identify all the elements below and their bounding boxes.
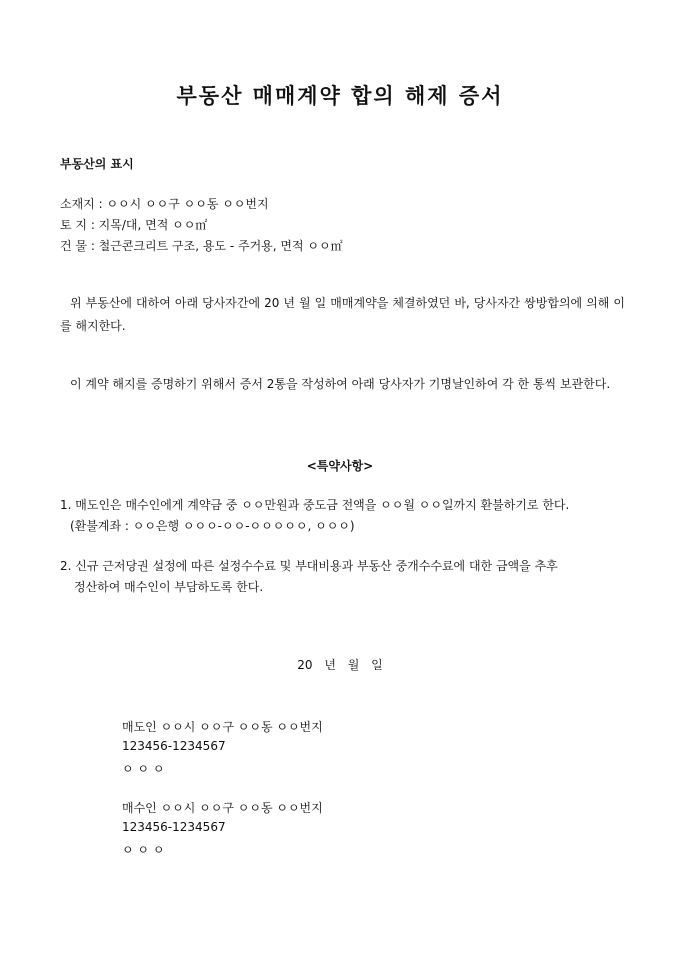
property-building: 건 물 : 철근콘크리트 구조, 용도 - 주거용, 면적 ㅇㅇ㎡ xyxy=(60,239,343,253)
seller-name: ㅇ ㅇ ㅇ xyxy=(122,762,165,776)
seller-address: 매도인 ㅇㅇ시 ㅇㅇ구 ㅇㅇ동 ㅇㅇ번지 xyxy=(122,720,323,734)
refund-account: (환불계좌 : ㅇㅇ은행 ㅇㅇㅇ-ㅇㅇ-ㅇㅇㅇㅇㅇ, ㅇㅇㅇ) xyxy=(70,519,355,533)
seller-id: 123456-1234567 xyxy=(122,739,226,753)
date-line: 20 년 월 일 xyxy=(297,658,383,672)
special-item-2-line-1: 2. 신규 근저당권 설정에 따른 설정수수료 및 부대비용과 부동산 중개수수료에 대한 금액을 추후 xyxy=(60,559,558,573)
document-title: 부동산 매매계약 합의 해제 증서 xyxy=(176,83,504,108)
special-item-1: 1. 매도인은 매수인에게 계약금 중 ㅇㅇ만원과 중도금 전액을 ㅇㅇ월 ㅇㅇ일까지 환불하기로 한다. xyxy=(60,498,570,512)
termination-paragraph: 위 부동산에 대하여 아래 당사자간에 20 년 월 일 매매계약을 체결하였던 바, 당사자간 쌍방합의에 의해 이를 해지한다. xyxy=(60,296,625,333)
property-land: 토 지 : 지목/대, 면적 ㅇㅇ㎡ xyxy=(60,218,208,232)
buyer-address: 매수인 ㅇㅇ시 ㅇㅇ구 ㅇㅇ동 ㅇㅇ번지 xyxy=(122,801,323,815)
buyer-name: ㅇ ㅇ ㅇ xyxy=(122,843,165,857)
certificate-paragraph: 이 계약 해지를 증명하기 위해서 증서 2통을 작성하여 아래 당사자가 기명날인하여 각 한 통씩 보관한다. xyxy=(70,377,611,391)
special-terms-heading: <특약사항> xyxy=(306,459,374,473)
property-heading: 부동산의 표시 xyxy=(60,157,134,171)
buyer-id: 123456-1234567 xyxy=(122,820,226,834)
property-location: 소재지 : ㅇㅇ시 ㅇㅇ구 ㅇㅇ동 ㅇㅇ번지 xyxy=(60,197,269,211)
special-item-2-line-2: 정산하여 매수인이 부담하도록 한다. xyxy=(74,580,264,594)
